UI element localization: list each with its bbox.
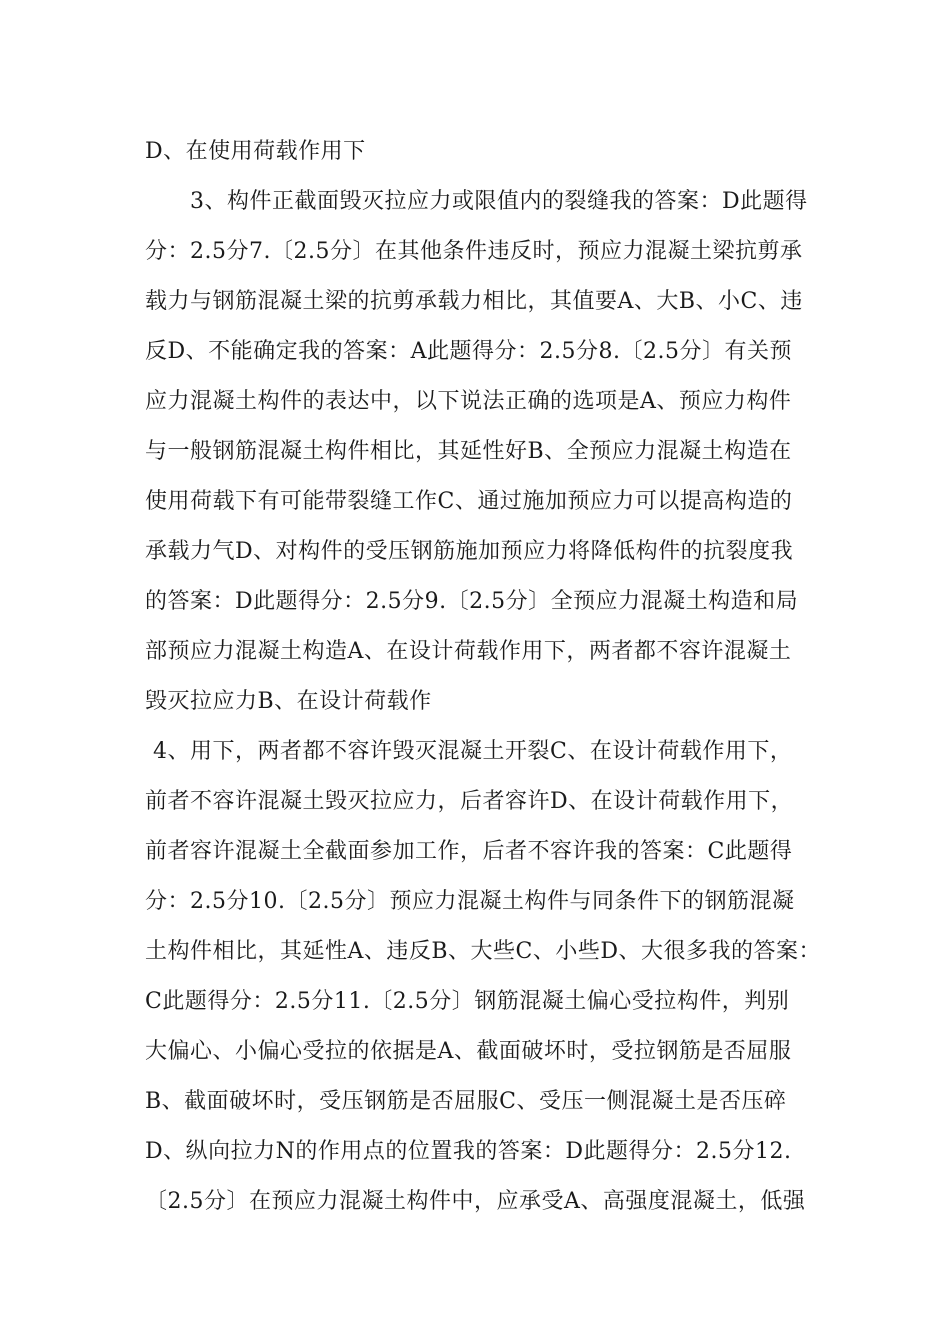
text-line: 使用荷载下有可能带裂缝工作C、通过施加预应力可以提高构造的 (145, 489, 793, 514)
text-line: C此题得分：2.5分11.〔2.5分〕钢筋混凝土偏心受拉构件，判别 (145, 989, 790, 1014)
text-line: 的答案：D此题得分：2.5分9.〔2.5分〕全预应力混凝土构造和局 (145, 589, 799, 614)
text-line: 分：2.5分7.〔2.5分〕在其他条件违反时，预应力混凝土梁抗剪承 (145, 239, 803, 264)
text-line: 4、用下，两者都不容许毁灭混凝土开裂C、在设计荷载作用下， (153, 739, 793, 764)
text-line: 前者不容许混凝土毁灭拉应力，后者容许D、在设计荷载作用下， (145, 789, 794, 814)
text-line: D、在使用荷载作用下 (145, 139, 366, 164)
text-line: 承载力气D、对构件的受压钢筋施加预应力将降低构件的抗裂度我 (145, 539, 794, 564)
text-line: 3、构件正截面毁灭拉应力或限值内的裂缝我的答案：D此题得 (190, 189, 808, 214)
text-line: 应力混凝土构件的表达中，以下说法正确的选项是A、预应力构件 (145, 389, 792, 414)
text-line: 分：2.5分10.〔2.5分〕预应力混凝土构件与同条件下的钢筋混凝 (145, 889, 795, 914)
text-line: 大偏心、小偏心受拉的依据是A、截面破坏时，受拉钢筋是否屈服 (145, 1039, 792, 1064)
text-line: 载力与钢筋混凝土梁的抗剪承载力相比，其值要A、大B、小C、违 (145, 289, 803, 314)
text-line: 部预应力混凝土构造A、在设计荷载作用下，两者都不容许混凝土 (145, 639, 792, 664)
text-line: 反D、不能确定我的答案：A此题得分：2.5分8.〔2.5分〕有关预 (145, 339, 792, 364)
text-line: B、截面破坏时，受压钢筋是否屈服C、受压一侧混凝土是否压碎 (145, 1089, 787, 1114)
text-line: 毁灭拉应力B、在设计荷载作 (145, 689, 432, 714)
text-line: 与一般钢筋混凝土构件相比，其延性好B、全预应力混凝土构造在 (145, 439, 792, 464)
text-line: 土构件相比，其延性A、违反B、大些C、小些D、大很多我的答案： (145, 939, 822, 964)
text-line: D、纵向拉力N的作用点的位置我的答案：D此题得分：2.5分12. (145, 1139, 792, 1164)
text-line: 前者容许混凝土全截面参加工作，后者不容许我的答案：C此题得 (145, 839, 793, 864)
text-line: 〔2.5分〕在预应力混凝土构件中，应承受A、高强度混凝土，低强 (145, 1189, 806, 1214)
